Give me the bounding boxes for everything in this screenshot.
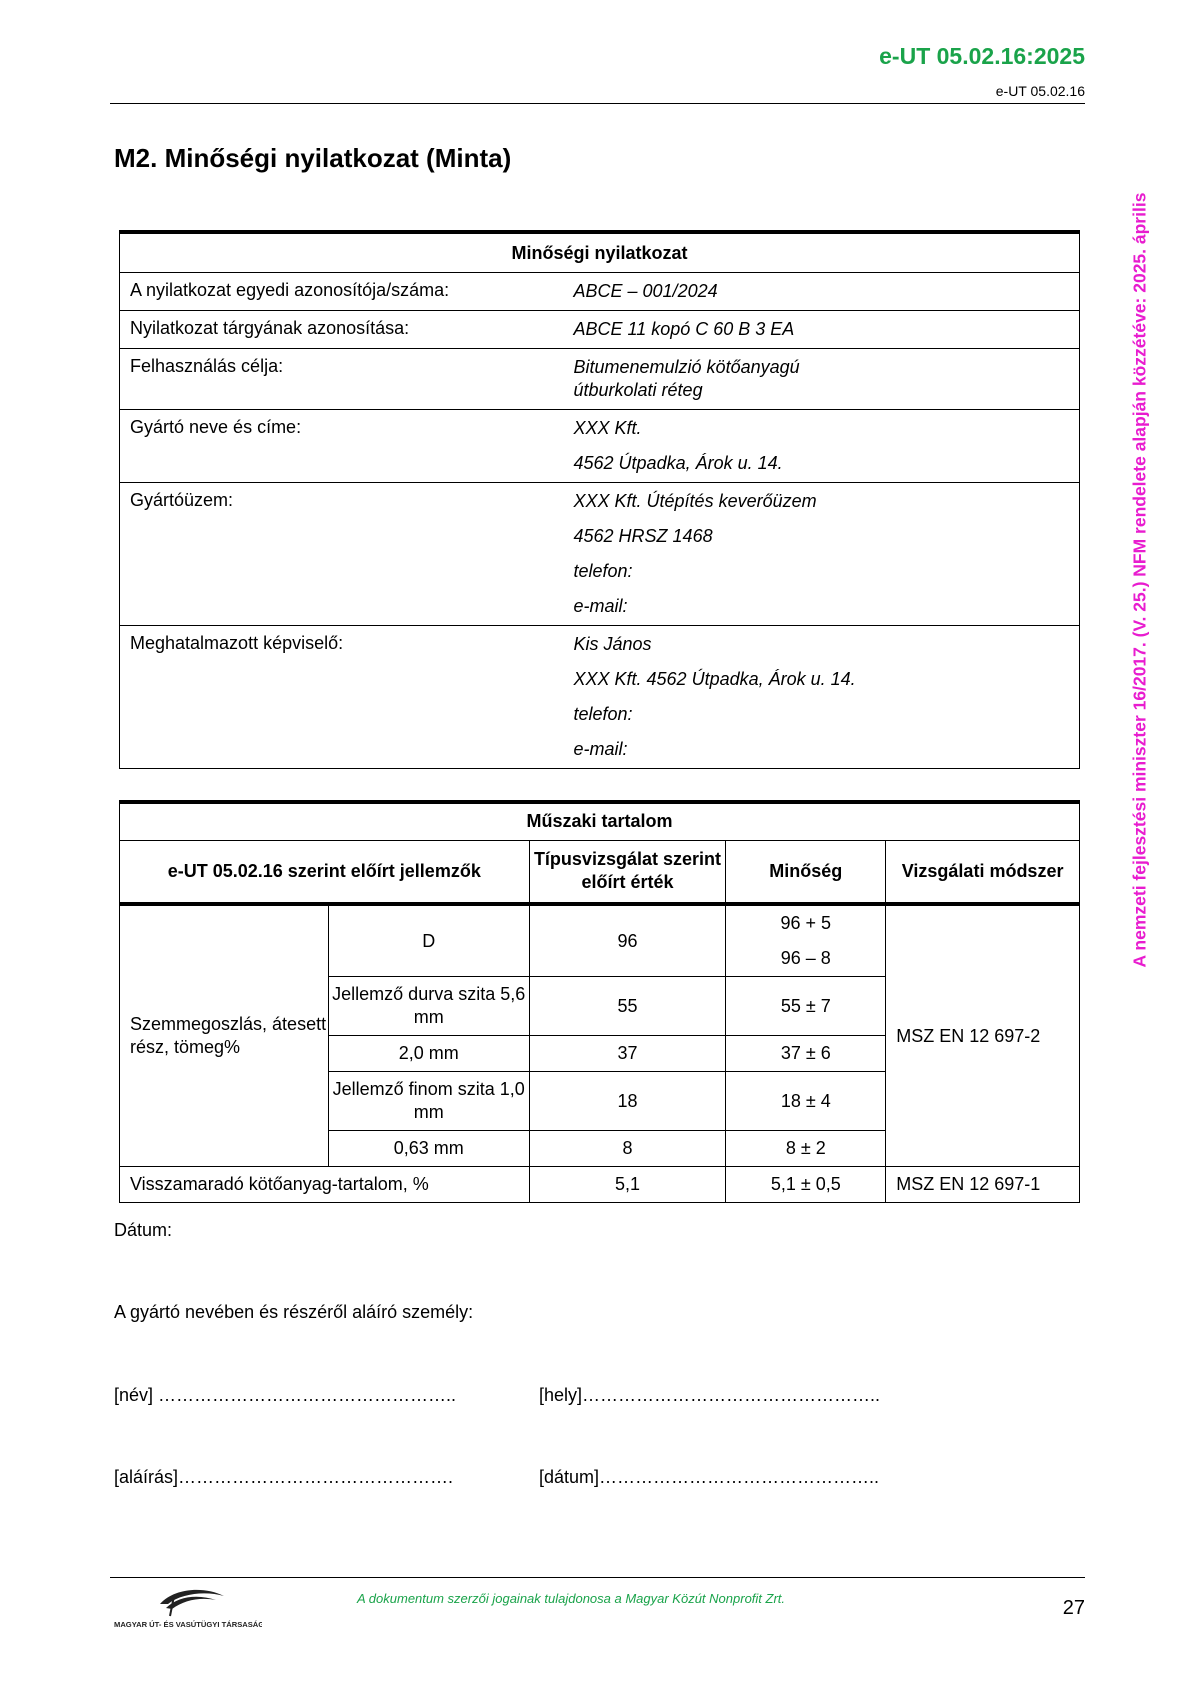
row-label: A nyilatkozat egyedi azonosítója/száma: [120,273,574,311]
row-value [574,626,1080,769]
column-header: Típusvizsgálat szerint előírt érték [529,840,726,904]
declaration-row [120,483,1080,626]
row-label: Meghatalmazott képviselő: [120,626,574,769]
column-header: Vizsgálati módszer [886,840,1080,904]
quality-line: 96 – 8 [780,948,831,968]
declaration-heading: Minőségi nyilatkozat [120,232,1080,273]
society-logo [112,1582,262,1632]
value-line: ABCE 11 kopó C 60 B 3 EA [573,319,795,339]
technical-table [119,800,1080,1203]
required-value: 8 [529,1131,726,1167]
quality-value [726,904,886,977]
copyright-note: A dokumentum szerzői jogainak tulajdonosa a Magyar Közút Nonprofit Zrt. [357,1591,786,1606]
value-line: telefon: [573,561,633,581]
sub-characteristic: Jellemző finom szita 1,0 mm [328,1072,529,1131]
required-value: 37 [529,1036,726,1072]
quality-line: 96 + 5 [780,913,832,933]
row-value [574,349,1080,410]
quality-value: 55 ± 7 [726,977,886,1036]
page-title: M2. Minőségi nyilatkozat (Minta) [114,143,512,173]
test-method: MSZ EN 12 697-2 [886,904,1080,1167]
row-label: Visszamaradó kötőanyag-tartalom, % [120,1167,530,1203]
value-line: e-mail: [573,739,628,759]
declaration-row [120,626,1080,769]
test-method: MSZ EN 12 697-1 [886,1167,1080,1203]
signer-label: A gyártó nevében és részéről aláíró személy: [114,1302,474,1322]
value-line: útburkolati réteg [573,380,703,400]
value-line: ABCE – 001/2024 [573,281,718,301]
declaration-row [120,349,1080,410]
value-line: XXX Kft. Útépítés keverőüzem [573,491,817,511]
place-line: [hely]………………………………………….. [539,1385,881,1405]
header-rule [110,103,1085,104]
quality-value: 8 ± 2 [726,1131,886,1167]
technical-heading: Műszaki tartalom [120,802,1080,840]
table-row [120,1167,1080,1203]
value-line: 4562 HRSZ 1468 [573,526,713,546]
standard-short-code: e-UT 05.02.16 [995,83,1085,99]
date-line: [dátum]……………………………………….. [539,1467,880,1487]
declaration-table [119,230,1080,769]
signature-line: [aláírás]………………………………………. [114,1467,454,1487]
declaration-row [120,273,1080,311]
sub-characteristic: Jellemző durva szita 5,6 mm [328,977,529,1036]
quality-value: 5,1 ± 0,5 [726,1167,886,1203]
sub-characteristic: 0,63 mm [328,1131,529,1167]
declaration-row [120,311,1080,349]
table-row [120,904,1080,977]
row-value [574,483,1080,626]
standard-code: e-UT 05.02.16:2025 [879,43,1085,69]
value-line: 4562 Útpadka, Árok u. 14. [573,453,783,473]
row-label: Gyártóüzem: [120,483,574,626]
value-line: telefon: [573,704,633,724]
sub-characteristic: 2,0 mm [328,1036,529,1072]
row-value [574,273,1080,311]
publication-note: A nemzeti fejlesztési miniszter 16/2017. (V. 25.) NFM rendelete alapján közzétéve: 2025. április [1129,192,1150,968]
row-value [574,410,1080,483]
group-label: Szemmegoszlás, átesett rész, tömeg% [120,904,329,1167]
required-value: 55 [529,977,726,1036]
required-value: 18 [529,1072,726,1131]
value-line: Bitumenemulzió kötőanyagú [573,357,800,377]
row-value [574,311,1080,349]
required-value: 5,1 [529,1167,726,1203]
declaration-row [120,410,1080,483]
column-header: Minőség [726,840,886,904]
logo-text: MAGYAR ÚT- ÉS VASÚTÜGYI TÁRSASÁG [114,1620,262,1629]
date-label: Dátum: [114,1220,173,1240]
quality-value: 18 ± 4 [726,1072,886,1131]
row-label: Nyilatkozat tárgyának azonosítása: [120,311,574,349]
row-label: Felhasználás célja: [120,349,574,410]
value-line: XXX Kft. 4562 Útpadka, Árok u. 14. [573,669,856,689]
sub-characteristic: D [328,904,529,977]
value-line: e-mail: [573,596,628,616]
column-header: e-UT 05.02.16 szerint előírt jellemzők [120,840,530,904]
row-label: Gyártó neve és címe: [120,410,574,483]
required-value: 96 [529,904,726,977]
value-line: Kis János [573,634,652,654]
value-line: XXX Kft. [573,418,642,438]
footer-rule [110,1577,1085,1578]
name-line: [név] ………………………………………….. [114,1385,457,1405]
page-number: 27 [1062,1597,1085,1619]
quality-value: 37 ± 6 [726,1036,886,1072]
